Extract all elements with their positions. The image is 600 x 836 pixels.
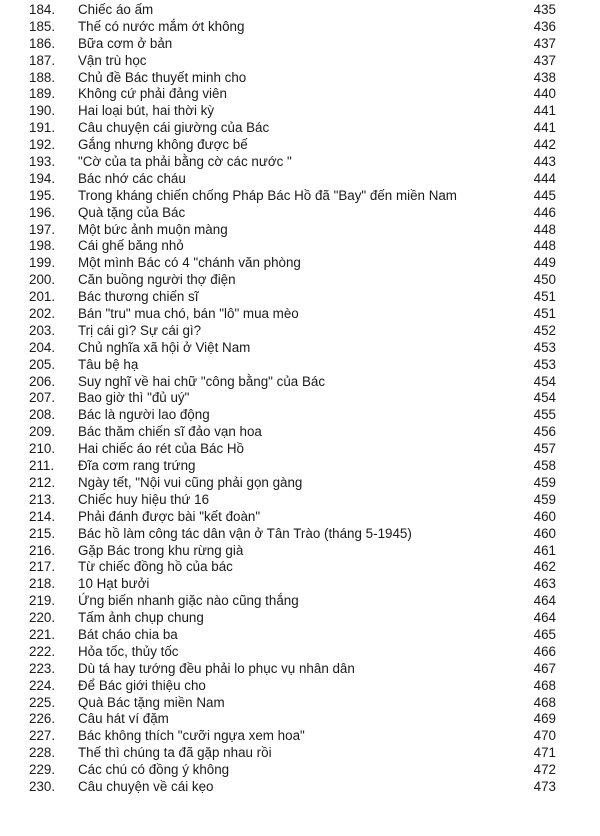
entry-title: Bác hồ làm công tác dân vận ở Tân Trào (tháng 5-1945) — [78, 525, 412, 541]
entry-number: 207. — [29, 390, 56, 406]
entry-title: Chiếc huy hiệu thứ 16 — [78, 491, 210, 507]
toc-entry — [0, 272, 600, 289]
entry-number: 227. — [29, 728, 56, 744]
entry-number: 221. — [29, 626, 56, 642]
entry-page-number: 452 — [533, 322, 556, 338]
entry-number: 208. — [29, 407, 56, 423]
entry-number: 198. — [29, 238, 56, 254]
entry-page-number: 453 — [533, 339, 556, 355]
entry-page-number: 456 — [533, 424, 556, 440]
toc-entry — [0, 678, 600, 695]
toc-entry — [0, 238, 600, 255]
entry-title: Chủ nghĩa xã hội ở Việt Nam — [78, 339, 251, 355]
entry-title: Tâu bệ hạ — [78, 356, 139, 372]
entry-page-number: 472 — [533, 762, 556, 778]
toc-entry — [0, 559, 600, 576]
toc-entry — [0, 543, 600, 560]
entry-page-number: 473 — [533, 778, 556, 794]
entry-page-number: 450 — [533, 272, 556, 288]
entry-title: Câu chuyện về cái kẹo — [78, 778, 214, 794]
toc-entry — [0, 711, 600, 728]
toc-entry — [0, 255, 600, 272]
entry-page-number: 445 — [533, 187, 556, 203]
entry-number: 203. — [29, 322, 56, 338]
entry-number: 200. — [29, 272, 56, 288]
entry-page-number: 467 — [533, 660, 556, 676]
entry-page-number: 448 — [533, 221, 556, 237]
entry-title: Câu chuyện cái giường của Bác — [78, 120, 270, 136]
toc-entry — [0, 86, 600, 103]
entry-number: 206. — [29, 373, 56, 389]
toc-entry — [0, 19, 600, 36]
toc-entry — [0, 390, 600, 407]
entry-number: 202. — [29, 306, 56, 322]
toc-entry — [0, 407, 600, 424]
entry-title: Hai loại bút, hai thời kỳ — [78, 103, 215, 119]
entry-page-number: 441 — [533, 103, 556, 119]
entry-page-number: 435 — [533, 2, 556, 17]
entry-page-number: 460 — [533, 525, 556, 541]
entry-title: Gắng nhưng không được bế — [78, 137, 248, 153]
entry-title: Dù tá hay tướng đều phải lo phục vụ nhân dân — [78, 660, 355, 676]
entry-number: 188. — [29, 69, 56, 85]
toc-entry — [0, 458, 600, 475]
entry-title: Quà Bác tặng miền Nam — [78, 694, 225, 710]
entry-page-number: 454 — [533, 373, 556, 389]
entry-page-number: 438 — [533, 69, 556, 85]
toc-entry — [0, 509, 600, 526]
entry-title: Ứng biến nhanh giặc nào cũng thắng — [78, 593, 299, 609]
table-of-contents — [0, 2, 600, 796]
entry-page-number: 448 — [533, 238, 556, 254]
toc-entry — [0, 36, 600, 53]
toc-entry — [0, 2, 600, 19]
toc-entry — [0, 171, 600, 188]
entry-number: 192. — [29, 137, 56, 153]
toc-entry — [0, 306, 600, 323]
entry-title: Để Bác giới thiệu cho — [78, 677, 206, 693]
entry-title: Cái ghế băng nhỏ — [78, 238, 184, 254]
entry-number: 218. — [29, 576, 56, 592]
toc-entry — [0, 728, 600, 745]
entry-title: Gặp Bác trong khu rừng già — [78, 542, 244, 558]
entry-page-number: 459 — [533, 491, 556, 507]
toc-entry — [0, 424, 600, 441]
entry-number: 216. — [29, 542, 56, 558]
toc-entry — [0, 340, 600, 357]
entry-number: 205. — [29, 356, 56, 372]
entry-title: Tấm ảnh chụp chung — [78, 610, 204, 626]
entry-number: 229. — [29, 762, 56, 778]
entry-number: 209. — [29, 424, 56, 440]
entry-title: Các chú có đồng ý không — [78, 762, 230, 778]
entry-title: Thế có nước mắm ớt không — [78, 18, 245, 34]
entry-number: 217. — [29, 559, 56, 575]
toc-entry — [0, 323, 600, 340]
entry-title: Hai chiếc áo rét của Bác Hồ — [78, 441, 244, 457]
toc-entry — [0, 137, 600, 154]
entry-number: 225. — [29, 694, 56, 710]
entry-page-number: 451 — [533, 306, 556, 322]
toc-entry — [0, 120, 600, 137]
toc-entry — [0, 695, 600, 712]
entry-number: 210. — [29, 441, 56, 457]
entry-title: Bữa cơm ở bản — [78, 35, 173, 51]
entry-page-number: 457 — [533, 441, 556, 457]
entry-title: Trong kháng chiến chống Pháp Bác Hồ đã "Bay" đến miền Nam — [78, 187, 457, 203]
entry-title: Căn buồng người thợ điện — [78, 272, 236, 288]
entry-title: Bác không thích "cưỡi ngựa xem hoa" — [78, 728, 305, 744]
entry-title: Bao giờ thì "đủ uý" — [78, 390, 190, 406]
entry-number: 215. — [29, 525, 56, 541]
toc-entry — [0, 289, 600, 306]
entry-page-number: 463 — [533, 576, 556, 592]
toc-entry — [0, 576, 600, 593]
entry-number: 199. — [29, 255, 56, 271]
toc-entry — [0, 374, 600, 391]
entry-title: Bác thương chiến sĩ — [78, 289, 199, 305]
entry-page-number: 459 — [533, 474, 556, 490]
entry-title: Suy nghĩ về hai chữ "công bằng" của Bác — [78, 373, 326, 389]
entry-page-number: 462 — [533, 559, 556, 575]
toc-entry — [0, 441, 600, 458]
entry-page-number: 468 — [533, 694, 556, 710]
entry-page-number: 436 — [533, 18, 556, 34]
entry-title: Phải đánh được bài "kết đoàn" — [78, 508, 261, 524]
toc-entry — [0, 475, 600, 492]
toc-entry — [0, 154, 600, 171]
entry-title: Bán "tru" mua chó, bán "lô" mua mèo — [78, 306, 299, 322]
entry-number: 213. — [29, 491, 56, 507]
toc-entry — [0, 526, 600, 543]
entry-number: 197. — [29, 221, 56, 237]
entry-page-number: 471 — [533, 745, 556, 761]
entry-title: Ngày tết, "Nội vui cũng phải gọn gàng — [78, 474, 303, 490]
entry-number: 226. — [29, 711, 56, 727]
entry-number: 196. — [29, 204, 56, 220]
entry-number: 204. — [29, 339, 56, 355]
entry-number: 201. — [29, 289, 56, 305]
toc-entry — [0, 644, 600, 661]
entry-number: 194. — [29, 170, 56, 186]
entry-page-number: 454 — [533, 390, 556, 406]
toc-entry — [0, 779, 600, 796]
entry-number: 187. — [29, 52, 56, 68]
entry-page-number: 446 — [533, 204, 556, 220]
entry-number: 184. — [29, 2, 56, 17]
entry-title: Thế thì chúng ta đã gặp nhau rồi — [78, 745, 272, 761]
entry-page-number: 470 — [533, 728, 556, 744]
entry-title: Chiếc áo ấm — [78, 2, 154, 17]
entry-title: Quà tặng của Bác — [78, 204, 186, 220]
toc-entry — [0, 222, 600, 239]
entry-page-number: 451 — [533, 289, 556, 305]
toc-entry — [0, 593, 600, 610]
entry-title: Đĩa cơm rang trứng — [78, 458, 196, 474]
entry-page-number: 437 — [533, 35, 556, 51]
toc-entry — [0, 357, 600, 374]
entry-page-number: 441 — [533, 120, 556, 136]
entry-page-number: 458 — [533, 458, 556, 474]
entry-title: Vận trù học — [78, 52, 147, 68]
entry-number: 195. — [29, 187, 56, 203]
entry-title: Hỏa tốc, thủy tốc — [78, 643, 179, 659]
toc-entry — [0, 610, 600, 627]
entry-page-number: 440 — [533, 86, 556, 102]
entry-number: 211. — [29, 458, 55, 474]
entry-number: 189. — [29, 86, 56, 102]
toc-entry — [0, 492, 600, 509]
entry-page-number: 466 — [533, 643, 556, 659]
entry-number: 228. — [29, 745, 56, 761]
entry-page-number: 464 — [533, 593, 556, 609]
entry-page-number: 465 — [533, 626, 556, 642]
toc-entry — [0, 188, 600, 205]
entry-number: 190. — [29, 103, 56, 119]
entry-page-number: 460 — [533, 508, 556, 524]
entry-page-number: 444 — [533, 170, 556, 186]
entry-title: Câu hát ví đặm — [78, 711, 169, 727]
toc-entry — [0, 762, 600, 779]
entry-title: "Cờ của ta phải bằng cờ các nước " — [78, 154, 292, 170]
entry-title: Không cứ phải đảng viên — [78, 86, 227, 102]
toc-entry — [0, 103, 600, 120]
entry-title: Trị cái gì? Sự cái gì? — [78, 322, 202, 338]
toc-entry — [0, 70, 600, 87]
entry-page-number: 455 — [533, 407, 556, 423]
entry-number: 224. — [29, 677, 56, 693]
entry-title: Bác thăm chiến sĩ đảo vạn hoa — [78, 424, 262, 440]
entry-number: 185. — [29, 18, 56, 34]
entry-number: 191. — [29, 120, 56, 136]
entry-page-number: 453 — [533, 356, 556, 372]
entry-page-number: 461 — [533, 542, 556, 558]
entry-number: 212. — [29, 474, 56, 490]
entry-title: Từ chiếc đồng hồ của bác — [78, 559, 233, 575]
toc-entry — [0, 53, 600, 70]
entry-number: 186. — [29, 35, 56, 51]
entry-page-number: 449 — [533, 255, 556, 271]
entry-page-number: 442 — [533, 137, 556, 153]
toc-entry — [0, 627, 600, 644]
entry-number: 219. — [29, 593, 56, 609]
entry-title: Bát cháo chia ba — [78, 626, 178, 642]
entry-title: Một bức ảnh muộn màng — [78, 221, 228, 237]
entry-number: 230. — [29, 778, 56, 794]
entry-page-number: 464 — [533, 610, 556, 626]
toc-entry — [0, 661, 600, 678]
entry-number: 214. — [29, 508, 56, 524]
entry-title: Chủ đề Bác thuyết minh cho — [78, 69, 247, 85]
entry-page-number: 443 — [533, 154, 556, 170]
toc-entry — [0, 205, 600, 222]
entry-page-number: 468 — [533, 677, 556, 693]
toc-entry — [0, 745, 600, 762]
entry-number: 220. — [29, 610, 56, 626]
entry-title: Bác nhớ các cháu — [78, 170, 186, 186]
entry-number: 193. — [29, 154, 56, 170]
entry-number: 222. — [29, 643, 56, 659]
entry-title: Một mình Bác có 4 "chánh văn phòng — [78, 255, 301, 271]
entry-title: 10 Hạt bưởi — [78, 576, 150, 592]
entry-page-number: 437 — [533, 52, 556, 68]
entry-title: Bác là người lao động — [78, 407, 210, 423]
entry-page-number: 469 — [533, 711, 556, 727]
entry-number: 223. — [29, 660, 56, 676]
